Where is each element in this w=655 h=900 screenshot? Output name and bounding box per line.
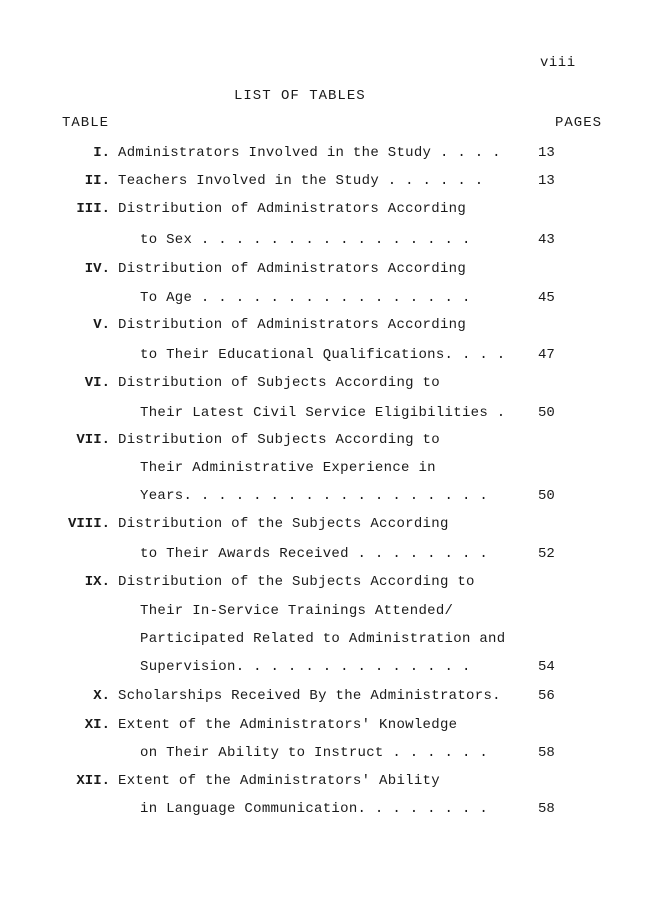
table-numeral: VIII. [67, 516, 110, 532]
table-entry-page: 52 [538, 546, 555, 562]
table-entry-page: 58 [538, 801, 555, 817]
table-numeral: IX. [84, 574, 110, 590]
table-entry-line: on Their Ability to Instruct . . . . . . [140, 745, 489, 761]
table-entry-page: 50 [538, 405, 555, 421]
table-entry-page: 58 [538, 745, 555, 761]
table-entry-page: 54 [538, 659, 555, 675]
table-numeral: VI. [84, 375, 110, 391]
column-header-pages: PAGES [555, 115, 603, 131]
table-entry-line: Distribution of Subjects According to [118, 432, 440, 448]
table-entry-line: Participated Related to Administration and [140, 631, 506, 647]
table-numeral: III. [76, 201, 110, 217]
table-numeral: I. [93, 145, 110, 161]
table-entry-page: 43 [538, 232, 555, 248]
table-numeral: IV. [84, 261, 110, 277]
table-entry-line: Their Administrative Experience in [140, 460, 436, 476]
table-entry-page: 50 [538, 488, 555, 504]
table-numeral: XII. [76, 773, 110, 789]
table-entry-line: Their In-Service Trainings Attended/ [140, 603, 454, 619]
table-numeral: X. [93, 688, 110, 704]
table-entry-line: Administrators Involved in the Study . . . . [118, 145, 501, 161]
table-entry-line: Distribution of Administrators According [118, 261, 467, 277]
table-entry-line: Their Latest Civil Service Eligibilities . [140, 405, 506, 421]
table-numeral: II. [84, 173, 110, 189]
table-entry-line: Distribution of Administrators According [118, 317, 467, 333]
column-header-table: TABLE [62, 115, 110, 131]
table-entry-line: to Their Awards Received . . . . . . . . [140, 546, 489, 562]
table-entry-page: 45 [538, 290, 555, 306]
table-entry-line: Distribution of the Subjects According to [118, 574, 475, 590]
table-entry-page: 13 [538, 173, 555, 189]
table-entry-line: To Age . . . . . . . . . . . . . . . . [140, 290, 471, 306]
table-entry-page: 56 [538, 688, 555, 704]
table-entry-line: Teachers Involved in the Study . . . . . . [118, 173, 484, 189]
table-numeral: V. [93, 317, 110, 333]
table-entry-line: Extent of the Administrators' Ability [118, 773, 440, 789]
table-entry-line: Supervision. . . . . . . . . . . . . . [140, 659, 471, 675]
page-number: viii [540, 55, 576, 71]
table-entry-page: 13 [538, 145, 555, 161]
table-entry-line: Scholarships Received By the Administrators. [118, 688, 501, 704]
table-entry-line: Years. . . . . . . . . . . . . . . . . . [140, 488, 489, 504]
page-title: LIST OF TABLES [234, 88, 366, 104]
table-entry-line: in Language Communication. . . . . . . . [140, 801, 489, 817]
table-entry-line: to Sex . . . . . . . . . . . . . . . . [140, 232, 471, 248]
table-entry-page: 47 [538, 347, 555, 363]
table-entry-line: Extent of the Administrators' Knowledge [118, 717, 458, 733]
table-numeral: VII. [76, 432, 110, 448]
table-entry-line: Distribution of Administrators According [118, 201, 467, 217]
table-entry-line: to Their Educational Qualifications. . . . [140, 347, 506, 363]
table-entry-line: Distribution of the Subjects According [118, 516, 449, 532]
table-numeral: XI. [84, 717, 110, 733]
table-entry-line: Distribution of Subjects According to [118, 375, 440, 391]
